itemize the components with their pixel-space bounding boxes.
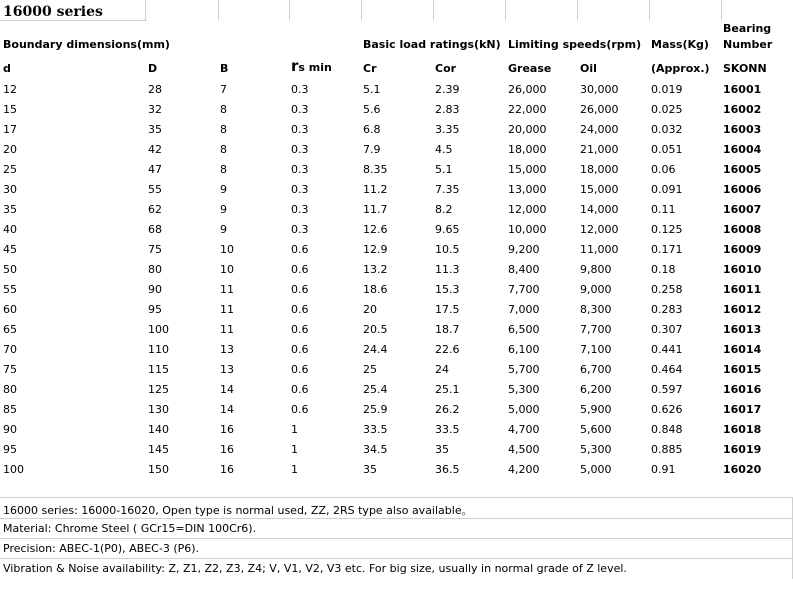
cell-mass: 0.025: [651, 103, 683, 116]
grid-line: [218, 0, 219, 20]
cell-B: 11: [220, 303, 234, 316]
cell-bearing-number: 16001: [723, 83, 762, 96]
cell-mass: 0.441: [651, 343, 683, 356]
cell-oil: 21,000: [580, 143, 619, 156]
header-bearing-line2: Number: [723, 38, 773, 51]
cell-D: 90: [148, 283, 162, 296]
note-series: 16000 series: 16000-16020, Open type is normal used, ZZ, 2RS type also available。: [3, 504, 473, 517]
grid-line: [721, 0, 722, 20]
cell-mass: 0.171: [651, 243, 683, 256]
cell-rs: 0.3: [291, 223, 309, 236]
cell-cr: 20.5: [363, 323, 388, 336]
page-title: 16000 series: [3, 4, 103, 20]
cell-d: 95: [3, 443, 17, 456]
cell-cr: 34.5: [363, 443, 388, 456]
cell-D: 62: [148, 203, 162, 216]
cell-cr: 6.8: [363, 123, 381, 136]
cell-oil: 14,000: [580, 203, 619, 216]
grid-line: [145, 0, 146, 20]
col-header-rs: [291, 59, 332, 75]
cell-cr: 7.9: [363, 143, 381, 156]
cell-B: 16: [220, 423, 234, 436]
cell-cr: 13.2: [363, 263, 388, 276]
cell-d: 35: [3, 203, 17, 216]
cell-cr: 25.4: [363, 383, 388, 396]
cell-d: 55: [3, 283, 17, 296]
col-header-cor: Cor: [435, 62, 457, 75]
cell-mass: 0.626: [651, 403, 683, 416]
header-boundary-dimensions: Boundary dimensions(mm): [3, 38, 170, 51]
cell-cr: 12.6: [363, 223, 388, 236]
cell-B: 9: [220, 183, 227, 196]
cell-grease: 5,000: [508, 403, 540, 416]
cell-rs: 0.3: [291, 103, 309, 116]
cell-bearing-number: 16019: [723, 443, 762, 456]
header-basic-load-ratings: Basic load ratings(kN): [363, 38, 501, 51]
cell-B: 16: [220, 443, 234, 456]
cell-grease: 22,000: [508, 103, 547, 116]
col-header-oil: Oil: [580, 62, 597, 75]
cell-bearing-number: 16002: [723, 103, 762, 116]
cell-B: 9: [220, 203, 227, 216]
cell-grease: 4,700: [508, 423, 540, 436]
cell-mass: 0.258: [651, 283, 683, 296]
cell-rs: 1: [291, 443, 298, 456]
cell-cr: 24.4: [363, 343, 388, 356]
cell-mass: 0.307: [651, 323, 683, 336]
cell-oil: 5,000: [580, 463, 612, 476]
grid-line: [505, 0, 506, 20]
cell-mass: 0.885: [651, 443, 683, 456]
cell-D: 150: [148, 463, 169, 476]
cell-oil: 6,700: [580, 363, 612, 376]
cell-oil: 7,700: [580, 323, 612, 336]
cell-rs: 0.3: [291, 123, 309, 136]
cell-rs: 0.6: [291, 263, 309, 276]
cell-grease: 26,000: [508, 83, 547, 96]
grid-line: [0, 538, 793, 539]
cell-mass: 0.283: [651, 303, 683, 316]
cell-d: 70: [3, 343, 17, 356]
cell-cr: 12.9: [363, 243, 388, 256]
cell-mass: 0.032: [651, 123, 683, 136]
cell-cor: 8.2: [435, 203, 453, 216]
cell-bearing-number: 16020: [723, 463, 762, 476]
cell-bearing-number: 16015: [723, 363, 762, 376]
cell-cor: 3.35: [435, 123, 460, 136]
cell-oil: 5,900: [580, 403, 612, 416]
cell-rs: 0.3: [291, 83, 309, 96]
cell-bearing-number: 16006: [723, 183, 762, 196]
cell-rs: 1: [291, 463, 298, 476]
cell-D: 115: [148, 363, 169, 376]
col-header-mass: (Approx.): [651, 62, 710, 75]
cell-d: 60: [3, 303, 17, 316]
cell-grease: 20,000: [508, 123, 547, 136]
col-header-D: D: [148, 62, 158, 75]
cell-bearing-number: 16003: [723, 123, 762, 136]
cell-cor: 24: [435, 363, 449, 376]
cell-rs: 0.6: [291, 303, 309, 316]
cell-rs: 0.6: [291, 343, 309, 356]
cell-cor: 9.65: [435, 223, 460, 236]
cell-cr: 11.7: [363, 203, 388, 216]
col-header-d: d: [3, 62, 11, 75]
cell-D: 75: [148, 243, 162, 256]
cell-bearing-number: 16007: [723, 203, 762, 216]
grid-line: [0, 558, 793, 559]
cell-rs: 0.6: [291, 403, 309, 416]
cell-grease: 18,000: [508, 143, 547, 156]
cell-oil: 30,000: [580, 83, 619, 96]
cell-cr: 11.2: [363, 183, 388, 196]
cell-oil: 9,800: [580, 263, 612, 276]
cell-cor: 25.1: [435, 383, 460, 396]
cell-d: 85: [3, 403, 17, 416]
cell-cor: 33.5: [435, 423, 460, 436]
cell-mass: 0.848: [651, 423, 683, 436]
cell-bearing-number: 16012: [723, 303, 762, 316]
cell-d: 15: [3, 103, 17, 116]
cell-D: 140: [148, 423, 169, 436]
cell-D: 110: [148, 343, 169, 356]
cell-D: 68: [148, 223, 162, 236]
header-bearing-line1: Bearing: [723, 22, 772, 35]
cell-d: 17: [3, 123, 17, 136]
grid-line: [433, 0, 434, 20]
cell-mass: 0.019: [651, 83, 683, 96]
cell-oil: 12,000: [580, 223, 619, 236]
cell-D: 125: [148, 383, 169, 396]
cell-grease: 9,200: [508, 243, 540, 256]
cell-bearing-number: 16004: [723, 143, 762, 156]
cell-rs: 0.6: [291, 363, 309, 376]
cell-cor: 10.5: [435, 243, 460, 256]
cell-rs: 0.3: [291, 203, 309, 216]
grid-line: [649, 0, 650, 20]
cell-grease: 5,300: [508, 383, 540, 396]
cell-mass: 0.06: [651, 163, 676, 176]
cell-oil: 9,000: [580, 283, 612, 296]
col-header-B: B: [220, 62, 229, 75]
cell-cor: 5.1: [435, 163, 453, 176]
grid-line: [0, 497, 793, 498]
header-mass: Mass(Kg): [651, 38, 709, 51]
col-header-cr: Cr: [363, 62, 377, 75]
cell-B: 8: [220, 163, 227, 176]
grid-line: [361, 0, 362, 20]
cell-oil: 26,000: [580, 103, 619, 116]
grid-line: [577, 0, 578, 20]
cell-d: 65: [3, 323, 17, 336]
cell-rs: 1: [291, 423, 298, 436]
cell-B: 10: [220, 243, 234, 256]
col-header-number: SKONN: [723, 62, 767, 75]
cell-D: 47: [148, 163, 162, 176]
cell-d: 20: [3, 143, 17, 156]
cell-bearing-number: 16014: [723, 343, 762, 356]
cell-d: 50: [3, 263, 17, 276]
cell-d: 45: [3, 243, 17, 256]
cell-B: 7: [220, 83, 227, 96]
cell-B: 10: [220, 263, 234, 276]
cell-rs: 0.3: [291, 163, 309, 176]
grid-line: [0, 20, 147, 21]
cell-oil: 7,100: [580, 343, 612, 356]
cell-cor: 2.83: [435, 103, 460, 116]
note-material: Material: Chrome Steel ( GCr15=DIN 100Cr6).: [3, 522, 257, 535]
cell-grease: 7,000: [508, 303, 540, 316]
cell-grease: 10,000: [508, 223, 547, 236]
cell-cor: 22.6: [435, 343, 460, 356]
cell-mass: 0.125: [651, 223, 683, 236]
cell-d: 40: [3, 223, 17, 236]
cell-cor: 36.5: [435, 463, 460, 476]
cell-cr: 20: [363, 303, 377, 316]
cell-oil: 5,600: [580, 423, 612, 436]
cell-D: 55: [148, 183, 162, 196]
cell-cor: 4.5: [435, 143, 453, 156]
cell-mass: 0.091: [651, 183, 683, 196]
cell-rs: 0.6: [291, 323, 309, 336]
cell-d: 100: [3, 463, 24, 476]
cell-grease: 15,000: [508, 163, 547, 176]
cell-B: 8: [220, 143, 227, 156]
note-precision: Precision: ABEC-1(P0), ABEC-3 (P6).: [3, 542, 200, 555]
cell-cor: 7.35: [435, 183, 460, 196]
cell-D: 32: [148, 103, 162, 116]
cell-oil: 18,000: [580, 163, 619, 176]
col-header-grease: Grease: [508, 62, 552, 75]
note-vibration: Vibration & Noise availability: Z, Z1, Z2, Z3, Z4; V, V1, V2, V3 etc. For big size, usually in normal grade of Z level.: [3, 562, 627, 575]
cell-bearing-number: 16008: [723, 223, 762, 236]
cell-D: 130: [148, 403, 169, 416]
cell-oil: 11,000: [580, 243, 619, 256]
cell-rs: 0.3: [291, 143, 309, 156]
cell-grease: 8,400: [508, 263, 540, 276]
cell-mass: 0.051: [651, 143, 683, 156]
cell-cor: 35: [435, 443, 449, 456]
cell-B: 16: [220, 463, 234, 476]
r-symbol: r: [291, 57, 299, 75]
cell-grease: 7,700: [508, 283, 540, 296]
cell-B: 8: [220, 103, 227, 116]
cell-mass: 0.464: [651, 363, 683, 376]
cell-B: 14: [220, 383, 234, 396]
cell-d: 75: [3, 363, 17, 376]
cell-mass: 0.18: [651, 263, 676, 276]
header-limiting-speeds: Limiting speeds(rpm): [508, 38, 642, 51]
cell-B: 14: [220, 403, 234, 416]
cell-bearing-number: 16011: [723, 283, 762, 296]
cell-cr: 33.5: [363, 423, 388, 436]
cell-D: 80: [148, 263, 162, 276]
cell-cr: 25: [363, 363, 377, 376]
cell-cr: 5.1: [363, 83, 381, 96]
cell-bearing-number: 16010: [723, 263, 762, 276]
cell-B: 11: [220, 323, 234, 336]
cell-grease: 6,500: [508, 323, 540, 336]
cell-D: 35: [148, 123, 162, 136]
cell-D: 42: [148, 143, 162, 156]
cell-cor: 11.3: [435, 263, 460, 276]
cell-oil: 8,300: [580, 303, 612, 316]
grid-line: [0, 518, 793, 519]
cell-d: 30: [3, 183, 17, 196]
cell-D: 145: [148, 443, 169, 456]
cell-grease: 13,000: [508, 183, 547, 196]
cell-oil: 5,300: [580, 443, 612, 456]
cell-d: 25: [3, 163, 17, 176]
cell-rs: 0.3: [291, 183, 309, 196]
cell-bearing-number: 16013: [723, 323, 762, 336]
grid-line: [289, 0, 290, 20]
cell-D: 28: [148, 83, 162, 96]
cell-cr: 8.35: [363, 163, 388, 176]
cell-grease: 12,000: [508, 203, 547, 216]
cell-cor: 15.3: [435, 283, 460, 296]
cell-bearing-number: 16018: [723, 423, 762, 436]
cell-cr: 5.6: [363, 103, 381, 116]
cell-oil: 6,200: [580, 383, 612, 396]
rs-label: s min: [298, 61, 332, 74]
cell-d: 12: [3, 83, 17, 96]
cell-B: 9: [220, 223, 227, 236]
cell-cr: 35: [363, 463, 377, 476]
cell-bearing-number: 16016: [723, 383, 762, 396]
cell-rs: 0.6: [291, 383, 309, 396]
cell-mass: 0.11: [651, 203, 676, 216]
cell-B: 13: [220, 343, 234, 356]
cell-cor: 18.7: [435, 323, 460, 336]
cell-bearing-number: 16005: [723, 163, 762, 176]
cell-oil: 24,000: [580, 123, 619, 136]
cell-bearing-number: 16009: [723, 243, 762, 256]
cell-grease: 4,500: [508, 443, 540, 456]
cell-D: 95: [148, 303, 162, 316]
cell-grease: 4,200: [508, 463, 540, 476]
cell-grease: 5,700: [508, 363, 540, 376]
cell-grease: 6,100: [508, 343, 540, 356]
cell-d: 90: [3, 423, 17, 436]
cell-D: 100: [148, 323, 169, 336]
cell-rs: 0.6: [291, 243, 309, 256]
cell-d: 80: [3, 383, 17, 396]
cell-cr: 25.9: [363, 403, 388, 416]
cell-mass: 0.91: [651, 463, 676, 476]
cell-B: 13: [220, 363, 234, 376]
cell-cor: 2.39: [435, 83, 460, 96]
cell-B: 11: [220, 283, 234, 296]
cell-oil: 15,000: [580, 183, 619, 196]
cell-B: 8: [220, 123, 227, 136]
cell-bearing-number: 16017: [723, 403, 762, 416]
cell-cor: 26.2: [435, 403, 460, 416]
cell-mass: 0.597: [651, 383, 683, 396]
cell-cor: 17.5: [435, 303, 460, 316]
cell-cr: 18.6: [363, 283, 388, 296]
cell-rs: 0.6: [291, 283, 309, 296]
